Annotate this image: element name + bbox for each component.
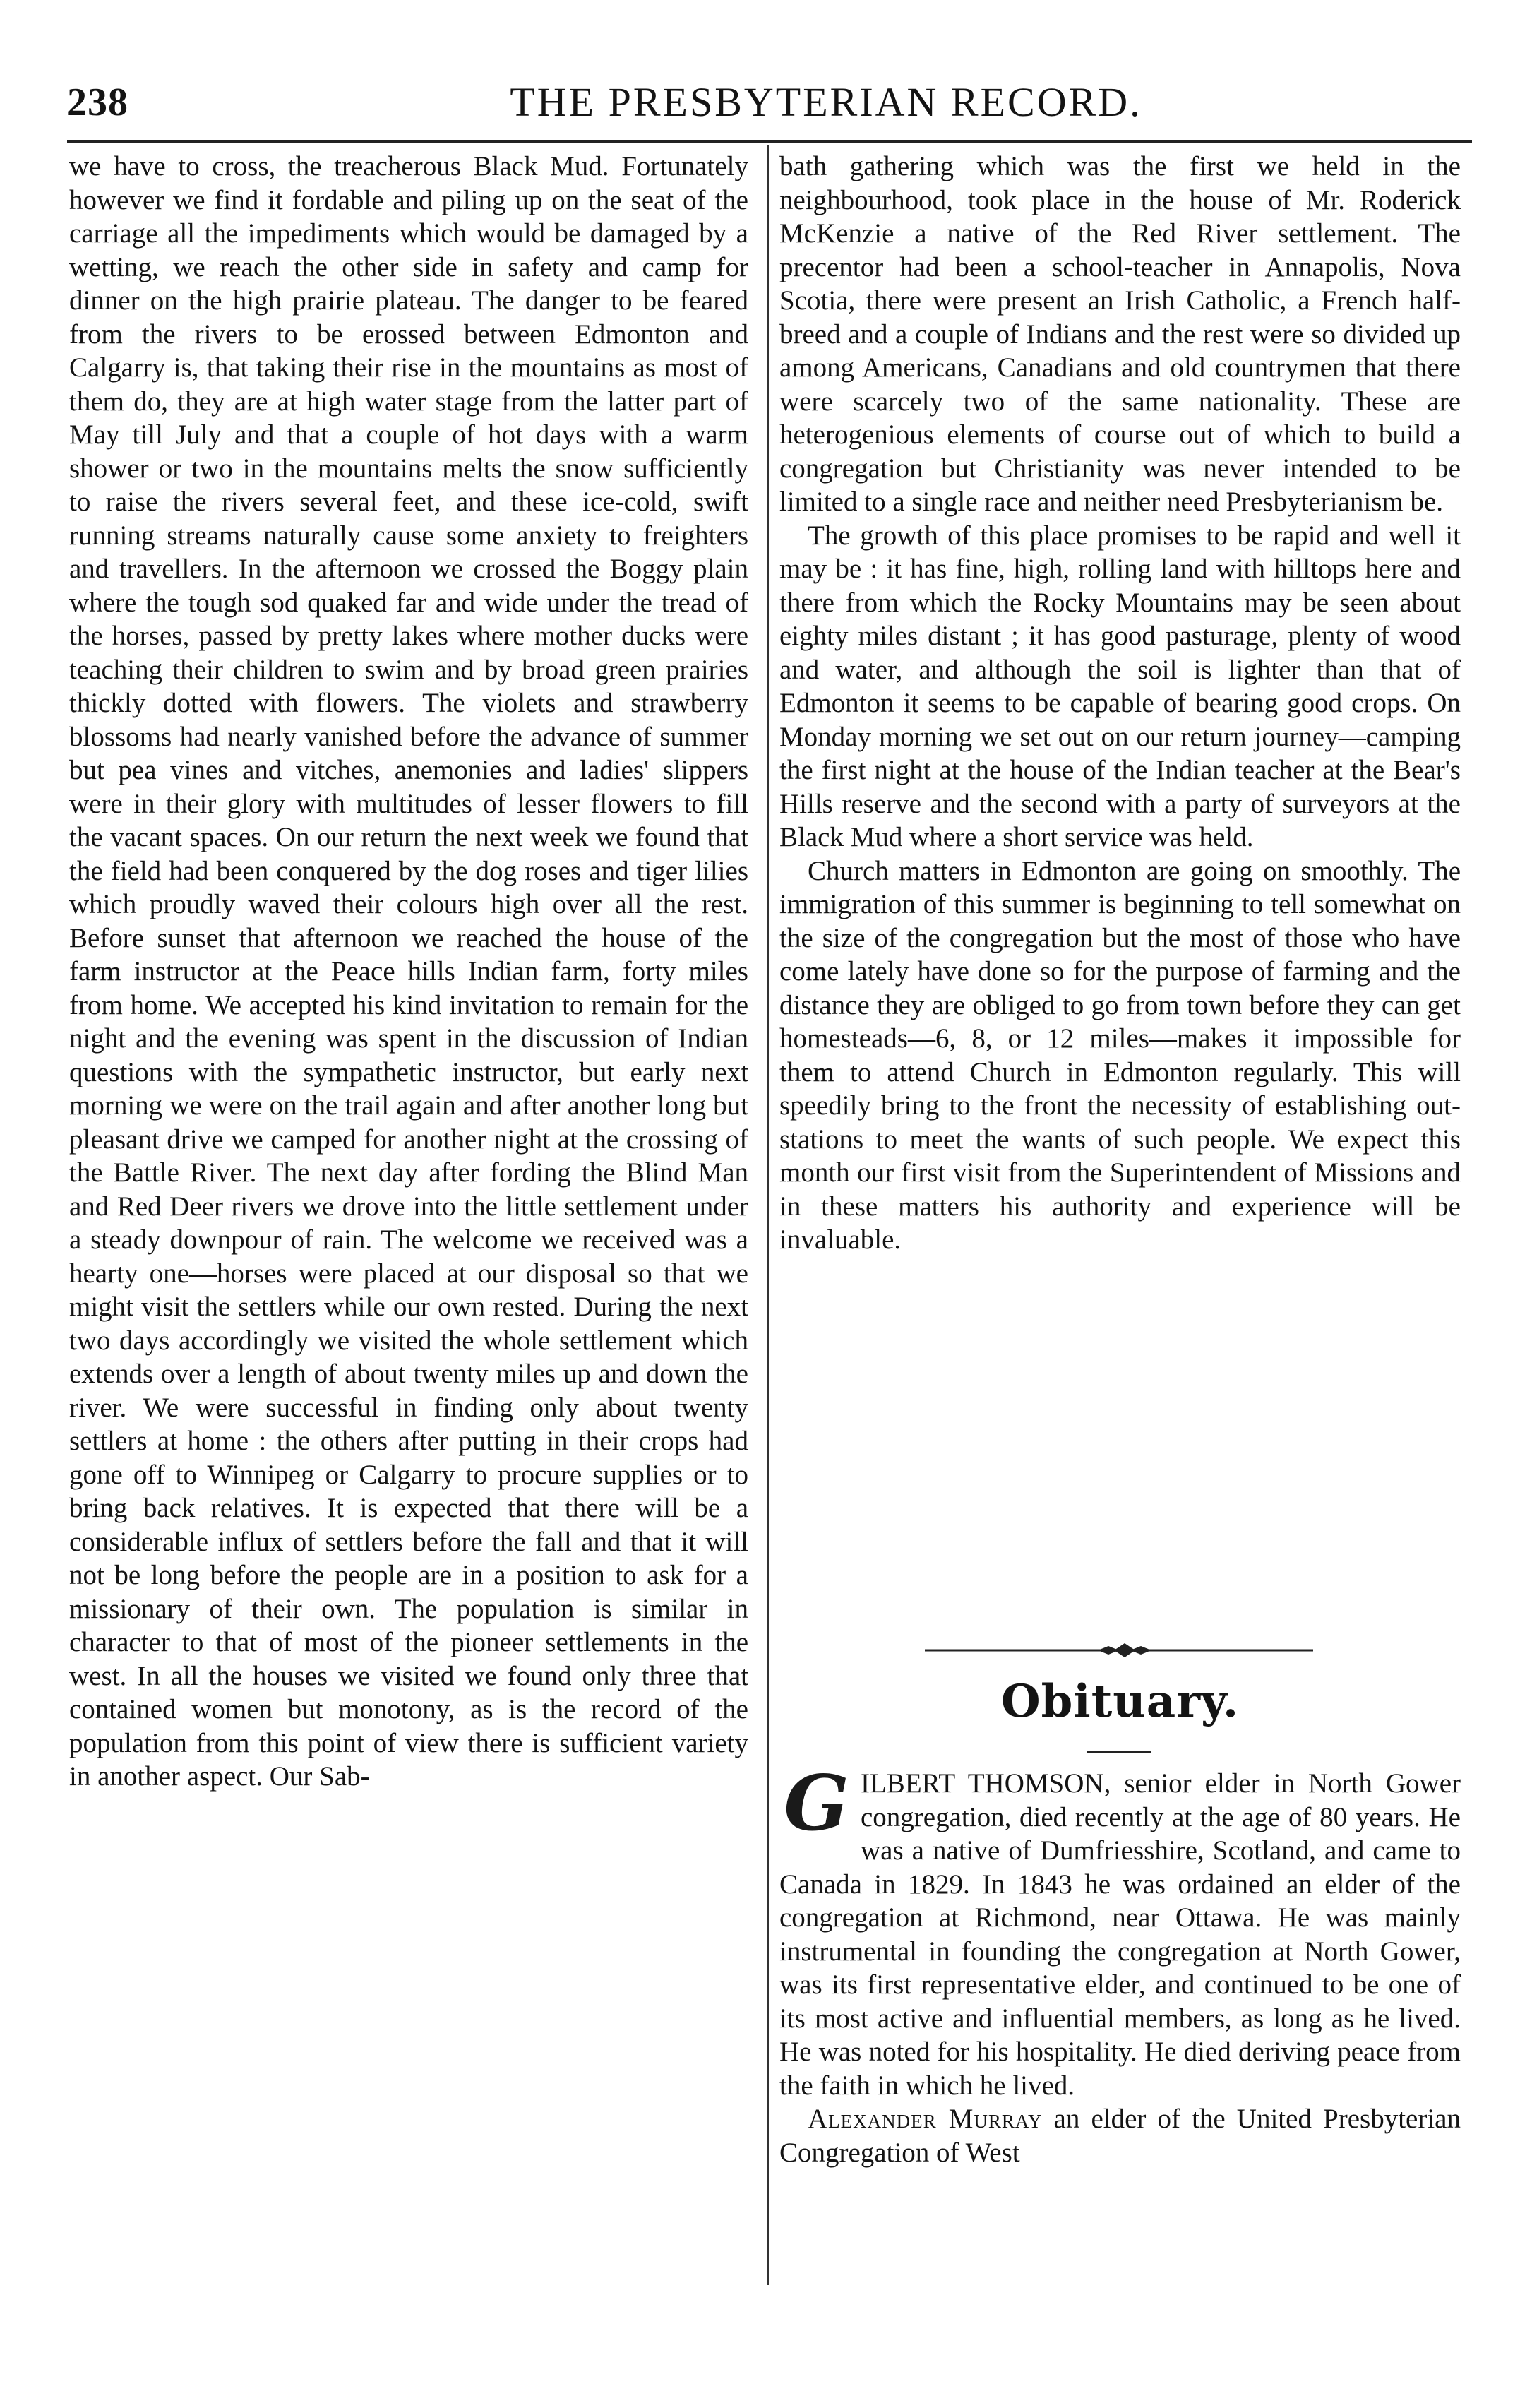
left-column [69,150,748,1794]
right-paragraph: Church matters in Edmonton are going on smoothly. The immigration of this summer is beginning to tell somewhat on the size of the congregation but the most of those who have come lately have done so for the purpose of farming and the distance they are obliged to go from town before they can get homesteads—6, 8, or 12 miles—makes it impossible for them to attend Church in Edmonton regularly. This will speedily bring to the front the necessity of establishing out-stations to meet the wants of such people. We expect this month our first visit from the Superintendent of Missions and in these matters his authority and experience will be invaluable. [779,855,1461,1255]
obituary-section [779,1759,1461,2169]
obituary-name: Alexander Murray [808,2104,1043,2134]
left-paragraph: we have to cross, the treacherous Black Mud. Fortunately however we find it fordable and piling up on the seat of the carriage all the impediments which would be damaged by a wetting, we reach the other side in safety and camp for dinner on the high prairie plateau. The danger to be feared from the rivers to be erossed between Edmonton and Calgarry is, that taking their rise in the mountains as most of them do, they are at high water stage from the latter part of May till July and that a couple of hot days with a warm shower or two in the mountains melts the snow sufficiently to raise the rivers several feet, and these ice-cold, swift running streams naturally cause some anxiety to freighters and travellers. In the afternoon we crossed the Boggy plain where the tough sod quaked far and wide under the tread of the horses, passed by pretty lakes where mother ducks were teaching their children to swim and by broad green prairies thickly dotted with flowers. The violets and strawberry blossoms had nearly vanished before the advance of summer but pea vines and vitches, anemonies and ladies' slippers were in their glory with multitudes of lesser flowers to fill the vacant spaces. On our return the next week we found that the field had been conquered by the dog roses and tiger lilies which proudly waved their colours high over all the rest. Before sunset that afternoon we reached the house of the farm instructor at the Peace hills Indian farm, forty miles from home. We accepted his kind invitation to remain for the night and the evening was spent in the discussion of Indian questions with the sympathetic instructor, but early next morning we were on the trail again and after another long but pleasant drive we camped for another night at the crossing of the Battle River. The next day after fording the Blind Man and Red Deer rivers we drove into the little settlement under a steady downpour of rain. The welcome we received was a hearty one—horses were placed at our disposal so that we might visit the settlers while our own rested. During the next two days accordingly we visited the whole settlement which extends over a length of about twenty miles up and down the river. We were successful in finding only about twenty settlers at home : the others after putting in their crops had gone off to Winnipeg or Calgarry to procure supplies or to bring back relatives. It is expected that there will be a considerable influx of settlers before the fall and that it will not be long before the people are in a position to ask for a missionary of their own. The population is similar in character to that of most of the pioneer settlements in the west. In all the houses we visited we found only three that contained women but monotony, as is the record of the population from this point of view there is sufficient variety in another aspect. Our Sab- [69,151,748,1792]
column-divider [767,145,769,2285]
obituary-entry [779,1759,1461,2102]
obituary-heading: Obituary. [1000,1675,1240,1728]
obituary-body: an elder of the United Presbyterian Congregation of West [779,2104,1461,2168]
header-rule [67,140,1472,143]
page-header [67,78,1472,134]
running-title: THE PRESBYTERIAN RECORD. [510,79,1142,125]
obituary-name: ILBERT THOMSON, [861,1768,1111,1799]
ornament-divider [925,1640,1313,1661]
right-paragraph: The growth of this place promises to be rapid and well it may be : it has fine, high, rolling land with hilltops here and there from which the Rocky Mountains may be seen about eighty miles distant ; it has good pasturage, plenty of wood and water, and although the soil is lighter than that of Edmonton it seems to be capable of bearing good crops. On Monday morning we set out on our return journey—camping the first night at the house of the Indian teacher at the Bear's Hills reserve and the second with a party of surveyors at the Black Mud where a short service was held. [779,520,1461,852]
heading-rule [1087,1751,1151,1753]
page-number: 238 [67,81,128,124]
right-paragraph: bath gathering which was the first we held in the neighbourhood, took place in the house of Mr. Roderick McKenzie a native of the Red River settlement. The precentor had been a school-teacher in Annapolis, Nova Scotia, there were present an Irish Catholic, a French half-breed and a couple of Indians and the rest were so divided up among Americans, Canadians and old countrymen that there were scarcely two of the same nationality. These are heterogenious elements of course out of which to build a congregation but Christianity was never intended to be limited to a single race and neither need Presbyterianism be. [779,151,1461,517]
right-column [779,150,1461,1257]
obituary-body: senior elder in North Gower congregation, died recently at the age of 80 years. He was a native of Dumfriesshire, Scotland, and came to Canada in 1829. In 1843 he was ordained an elder of the congregation at Richmond, near Ottawa. He was mainly instrumental in founding the congregation at North Gower, was its first representative elder, and continued to be one of its most active and influential members, as long as he lived. He was noted for his hospitality. He died deriving peace from the faith in which he lived. [779,1768,1461,2101]
obituary-entry [779,2102,1461,2169]
dropcap: G [784,1759,849,1848]
